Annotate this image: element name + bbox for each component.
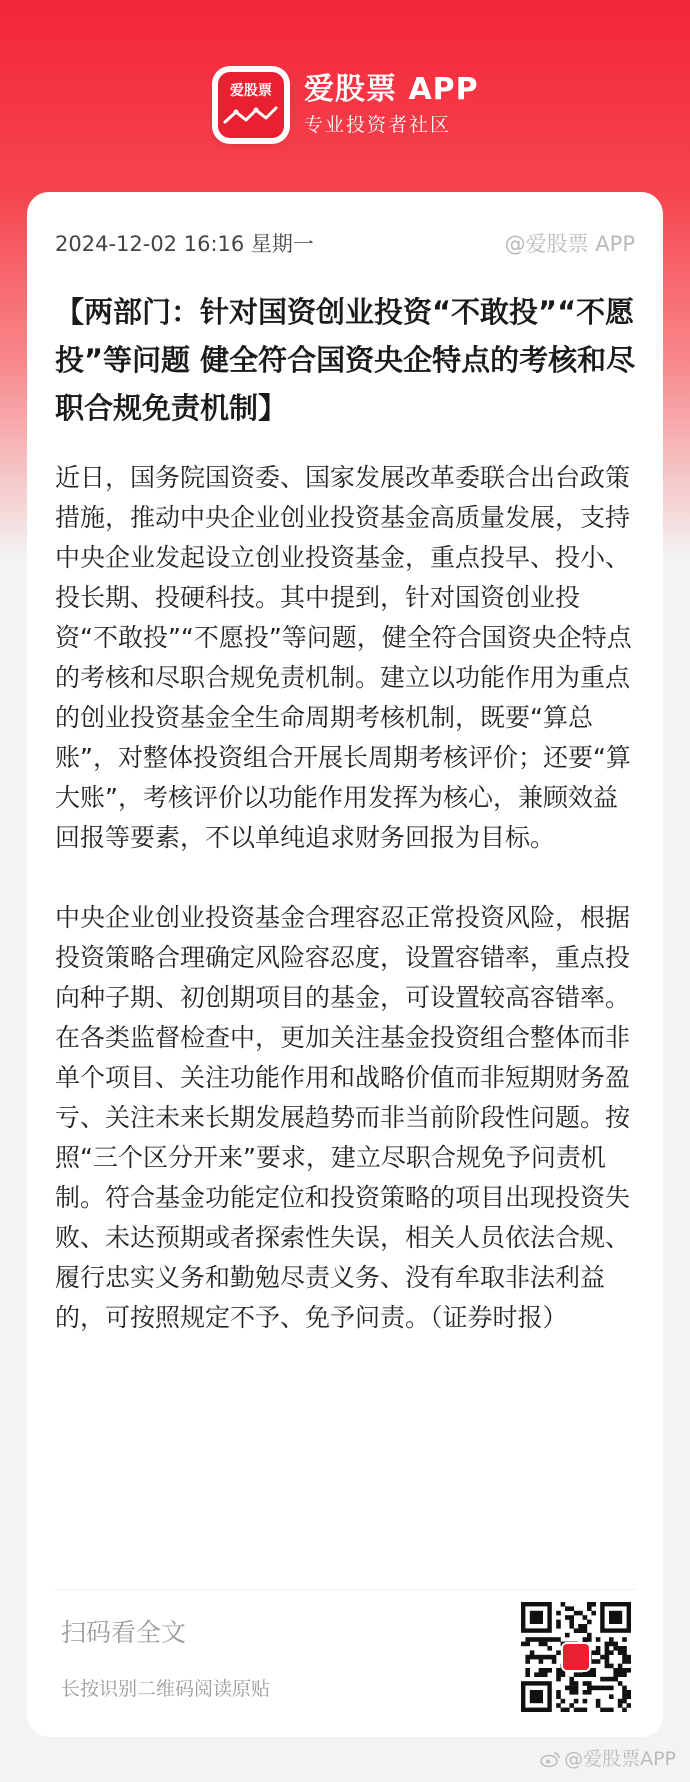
- article-source: @爱股票 APP: [504, 232, 635, 256]
- app-logo: [212, 66, 290, 144]
- weibo-watermark: [540, 1746, 676, 1772]
- stock-chart-icon: [222, 102, 280, 132]
- scan-title: 扫码看全文: [61, 1618, 187, 1647]
- article-meta: [55, 230, 635, 258]
- article-body: [55, 458, 637, 1338]
- qr-code-icon[interactable]: [521, 1602, 631, 1712]
- weibo-icon: [540, 1751, 560, 1767]
- article-title: 【两部门：针对国资创业投资“不敢投”“不愿投”等问题 健全符合国资央企特点的考核和尽职合规免责机制】: [55, 295, 636, 425]
- article-datetime: 2024-12-02 16:16 星期一: [55, 232, 314, 256]
- article-paragraph-1: 近日，国务院国资委、国家发展改革委联合出台政策措施，推动中央企业创业投资基金高质量发展，支持中央企业发起设立创业投资基金，重点投早、投小、投长期、投硬科技。其中提到，针对国资创业投资“不敢投”“不愿投”等问题，健全符合国资央企特点的考核和尽职合规免责机制。建立以功能作用为重点的创业投资基金全生命周期考核机制，既要“算总账”，对整体投资组合开展长周期考核评价；还要“算大账”，考核评价以功能作用发挥为核心，兼顾效益回报等要素，不以单纯追求财务回报为目标。: [55, 463, 632, 852]
- brand-header: [212, 66, 479, 144]
- article-card: [27, 192, 663, 1737]
- logo-text: 爱股票: [230, 83, 272, 99]
- watermark-text: @爱股票APP: [564, 1748, 676, 1770]
- scan-subtitle: 长按识别二维码阅读原贴: [61, 1678, 271, 1700]
- footer-divider: [55, 1589, 635, 1590]
- article-paragraph-2: 中央企业创业投资基金合理容忍正常投资风险，根据投资策略合理确定风险容忍度，设置容错率，重点投向种子期、初创期项目的基金，可设置较高容错率。在各类监督检查中，更加关注基金投资组合整体而非单个项目、关注功能作用和战略价值而非短期财务盈亏、关注未来长期发展趋势而非当前阶段性问题。按照“三个区分开来”要求，建立尽职合规免予问责机制。符合基金功能定位和投资策略的项目出现投资失败、未达预期或者探索性失误，相关人员依法合规、履行忠实义务和勤勉尽责义务、没有牟取非法利益的，可按照规定不予、免予问责。（证券时报）: [55, 903, 631, 1332]
- qr-center-logo: [561, 1642, 591, 1672]
- brand-title: 爱股票 APP: [304, 72, 479, 107]
- brand-subtitle: 专业投资者社区: [304, 114, 452, 136]
